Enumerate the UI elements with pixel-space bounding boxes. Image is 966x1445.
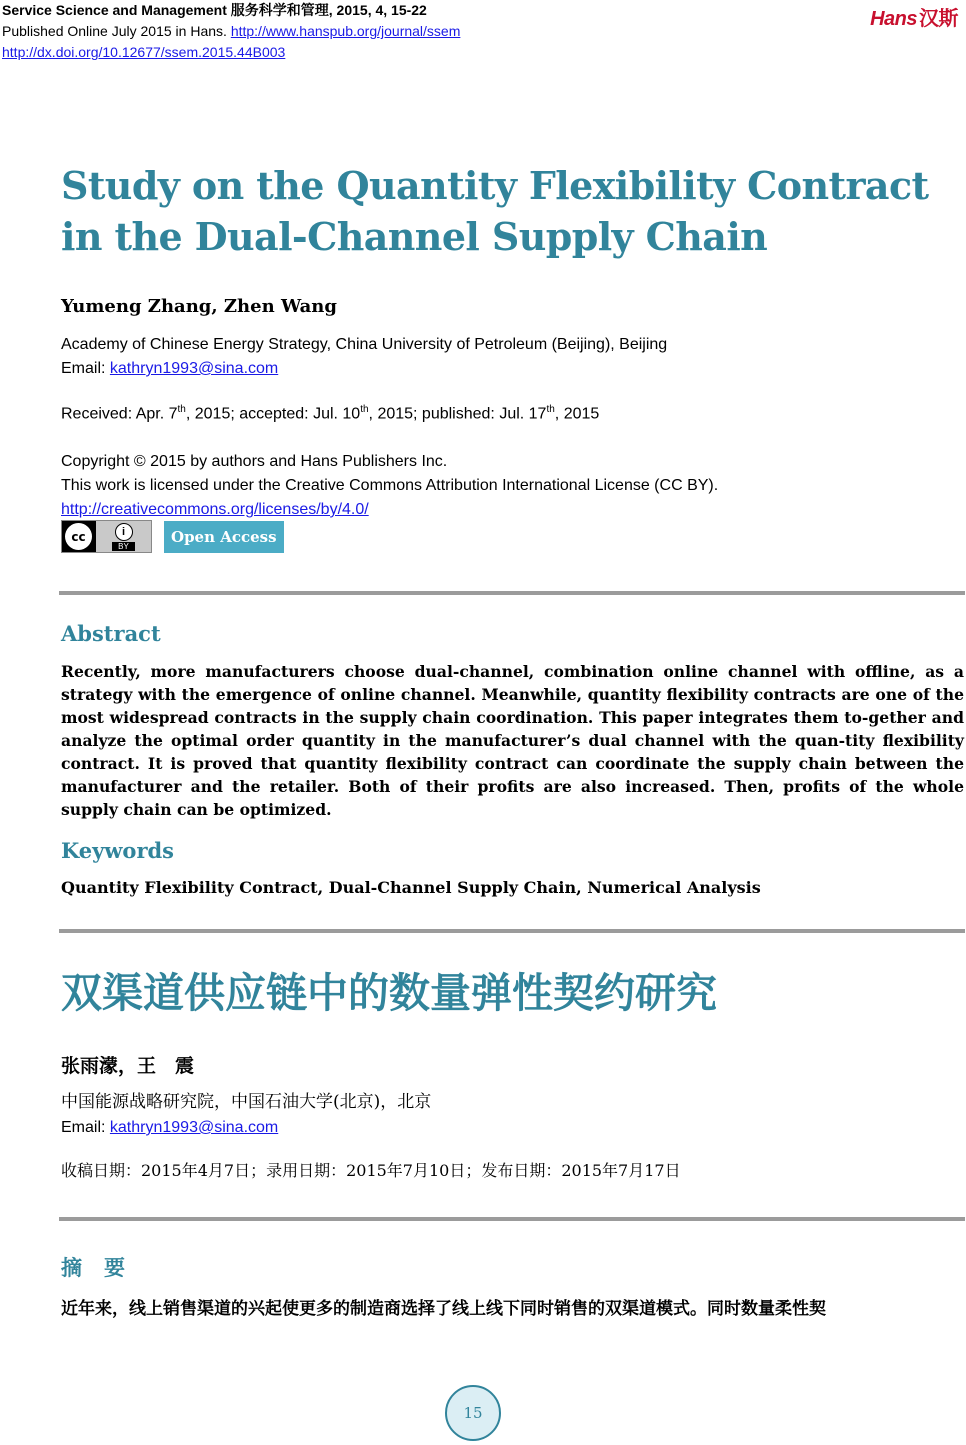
dates-year: , 2015 [554,405,600,423]
affiliation-block [61,333,965,381]
license-link[interactable]: http://creativecommons.org/licenses/by/4.0/ [61,501,369,518]
email-link-cn[interactable]: kathryn1993@sina.com [109,1119,279,1136]
copyright-line1: Copyright © 2015 by authors and Hans Publishers Inc. [61,453,448,470]
title-en-line2: in the Dual-Channel Supply Chain [61,214,768,259]
journal-name: Service Science and Management 服务科学和管理, 2015, 4, 15-22 [2,2,427,18]
cc-by-right [96,521,151,552]
accepted-sup: th [360,404,369,415]
cc-by-badge[interactable] [61,520,152,553]
abstract-text: Recently, more manufacturers choose dual-channel, combination online channel with offline, as a strategy with the emergence of online channel. Meanwhile, quantity flexibility contracts are one of the most widespread contracts in the supply chain coordination. This paper integrates them to-gether and analyze the optimal order quantity in the manufacturer’s dual channel with the quan-tity flexibility contract. It is proved that quantity flexibility contract can coordinate the supply chain between the manufacturer and the retailer. Both of their profits are also increased. Then, profits of the whole supply chain can be optimized. [61,662,964,819]
accepted-date: , 2015; accepted: Jul. 10 [185,405,361,423]
title-en-line1: Study on the Quantity Flexibility Contract [61,163,929,208]
published-prefix: Published Online July 2015 in Hans. [2,23,231,39]
affiliation-cn: 中国能源战略研究院，中国石油大学(北京)，北京 [61,1092,432,1112]
by-label: BY [112,542,135,551]
title-cn: 双渠道供应链中的数量弹性契约研究 [61,969,717,1017]
authors-cn: 张雨濛，王 震 [61,1055,195,1077]
dates-cn: 收稿日期：2015年4月7日；录用日期：2015年7月10日；发布日期：2015年7月17日 [61,1161,681,1180]
logo-en: Hans [870,8,917,30]
divider [59,591,965,595]
keywords-heading: Keywords [61,838,175,863]
divider [59,1217,965,1221]
open-access-badge[interactable]: Open Access [164,521,284,553]
email-link[interactable]: kathryn1993@sina.com [109,360,279,377]
affiliation-cn-block [61,1090,965,1140]
logo-cn: 汉斯 [919,8,958,30]
abstract-cn-heading: 摘要 [61,1256,147,1280]
doi-link[interactable]: http://dx.doi.org/10.12677/ssem.2015.44B003 [2,44,286,60]
journal-header [2,0,460,63]
cc-icon: cc [65,523,92,550]
hans-logo [870,2,958,31]
abstract-heading: Abstract [61,621,161,646]
authors: Yumeng Zhang, Zhen Wang [61,296,337,317]
dates-line [61,404,965,423]
title-en [61,160,965,262]
affiliation: Academy of Chinese Energy Strategy, China University of Petroleum (Beijing), Beijing [61,336,668,353]
published-date: , 2015; published: Jul. 17 [368,405,547,423]
publication-line [2,21,460,42]
abstract-cn-text: 近年来，线上销售渠道的兴起使更多的制造商选择了线上线下同时销售的双渠道模式。同时数量柔性契 [61,1299,826,1319]
received-sup: th [177,404,186,415]
journal-link[interactable]: http://www.hanspub.org/journal/ssem [230,23,461,39]
email-label-cn: Email: [61,1119,110,1136]
keywords-text: Quantity Flexibility Contract, Dual-Channel Supply Chain, Numerical Analysis [61,878,761,897]
copyright-line2: This work is licensed under the Creative Commons Attribution International License (CC BY). [61,477,719,494]
copyright-block [61,450,965,522]
divider [59,929,965,933]
email-label: Email: [61,360,110,377]
published-sup: th [546,404,555,415]
license-badges [61,520,284,553]
page-number: 15 [445,1385,501,1441]
attribution-icon: i [115,523,133,541]
received-date: Received: Apr. 7 [61,405,178,423]
